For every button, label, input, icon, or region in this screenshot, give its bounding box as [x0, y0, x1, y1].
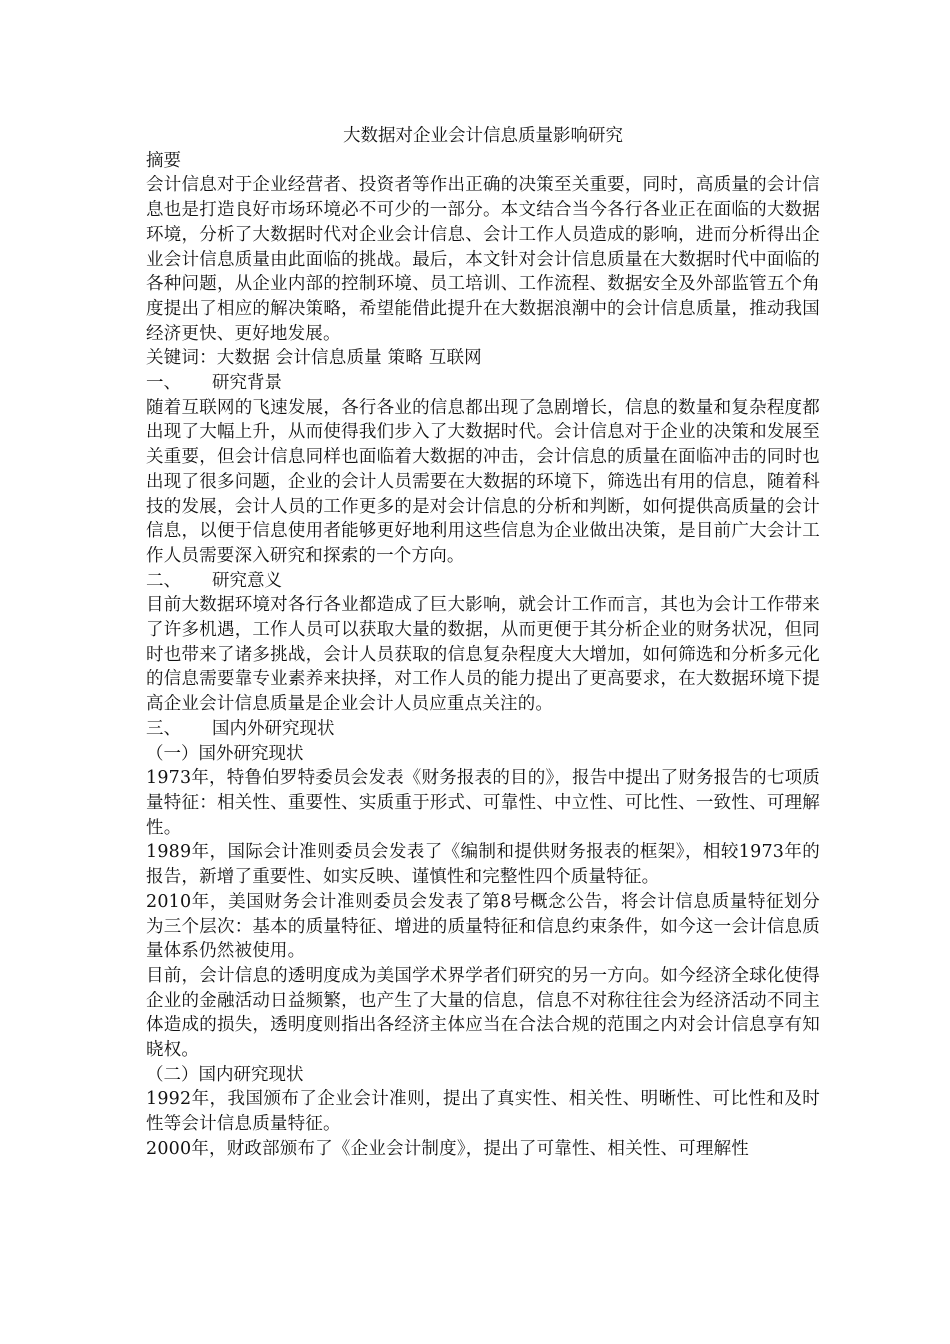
subsection-heading: （一）国外研究现状: [146, 743, 304, 764]
section-number: 一、: [146, 373, 181, 394]
section-heading: [146, 717, 820, 742]
section-title: 国内外研究现状: [212, 718, 335, 739]
paragraph: 目前，会计信息的透明度成为美国学术界学者们研究的另一方向。如今经济全球化使得企业的金融活动日益频繁，也产生了大量的信息，信息不对称往往会为经济活动不同主体造成的损失，透明度则指出各经济主体应当在合法合规的范围之内对会计信息享有知晓权。: [146, 965, 820, 1061]
subsection-heading: （二）国内研究现状: [146, 1064, 304, 1085]
keywords: 关键词：大数据 会计信息质量 策略 互联网: [146, 348, 482, 369]
document-page: [146, 124, 820, 1162]
section-heading: [146, 569, 820, 594]
abstract-text: 会计信息对于企业经营者、投资者等作出正确的决策至关重要，同时，高质量的会计信息也是打造良好市场环境必不可少的一部分。本文结合当今各行各业正在面临的大数据环境，分析了大数据时代对企业会计信息、会计工作人员造成的影响，进而分析得出企业会计信息质量由此面临的挑战。最后，本文针对会计信息质量在大数据时代中面临的各种问题，从企业内部的控制环境、员工培训、工作流程、数据安全及外部监管五个角度提出了相应的解决策略，希望能借此提升在大数据浪潮中的会计信息质量，推动我国经济更快、更好地发展。: [146, 175, 820, 344]
section-title: 研究意义: [212, 570, 282, 591]
paragraph: 1989年，国际会计准则委员会发表了《编制和提供财务报表的框架》，相较1973年的报告，新增了重要性、如实反映、谨慎性和完整性四个质量特征。: [146, 842, 820, 888]
abstract-label: 摘要: [146, 150, 181, 171]
paragraph: 随着互联网的飞速发展，各行各业的信息都出现了急剧增长，信息的数量和复杂程度都出现了大幅上升，从而使得我们步入了大数据时代。会计信息对于企业的决策和发展至关重要，但会计信息同样也面临着大数据的冲击，会计信息的质量在面临冲击的同时也出现了很多问题，企业的会计人员需要在大数据的环境下，筛选出有用的信息，随着科技的发展，会计人员的工作更多的是对会计信息的分析和判断，如何提供高质量的会计信息，以便于信息使用者能够更好地利用这些信息为企业做出决策，是目前广大会计工作人员需要深入研究和探索的一个方向。: [146, 397, 820, 566]
section-title: 研究背景: [212, 373, 282, 394]
document-title: 大数据对企业会计信息质量影响研究: [343, 126, 623, 146]
paragraph: 1973年，特鲁伯罗特委员会发表《财务报表的目的》，报告中提出了财务报告的七项质量特征：相关性、重要性、实质重于形式、可靠性、中立性、可比性、一致性、可理解性。: [146, 768, 820, 838]
section-number: 三、: [146, 718, 181, 739]
section-heading: [146, 371, 820, 396]
paragraph: 2000年，财政部颁布了《企业会计制度》，提出了可靠性、相关性、可理解性: [146, 1138, 749, 1159]
paragraph: 目前大数据环境对各行各业都造成了巨大影响，就会计工作而言，其也为会计工作带来了许多机遇，工作人员可以获取大量的数据，从而更便于其分析企业的财务状况，但同时也带来了诸多挑战，会计人员获取的信息复杂程度大大增加，如何筛选和分析多元化的信息需要靠专业素养来抉择，对工作人员的能力提出了更高要求，在大数据环境下提高企业会计信息质量是企业会计人员应重点关注的。: [146, 595, 820, 715]
section-number: 二、: [146, 570, 181, 591]
paragraph: 1992年，我国颁布了企业会计准则，提出了真实性、相关性、明晰性、可比性和及时性等会计信息质量特征。: [146, 1089, 820, 1135]
paragraph: 2010年，美国财务会计准则委员会发表了第8号概念公告，将会计信息质量特征划分为三个层次：基本的质量特征、增进的质量特征和信息约束条件，如今这一会计信息质量体系仍然被使用。: [146, 891, 820, 962]
